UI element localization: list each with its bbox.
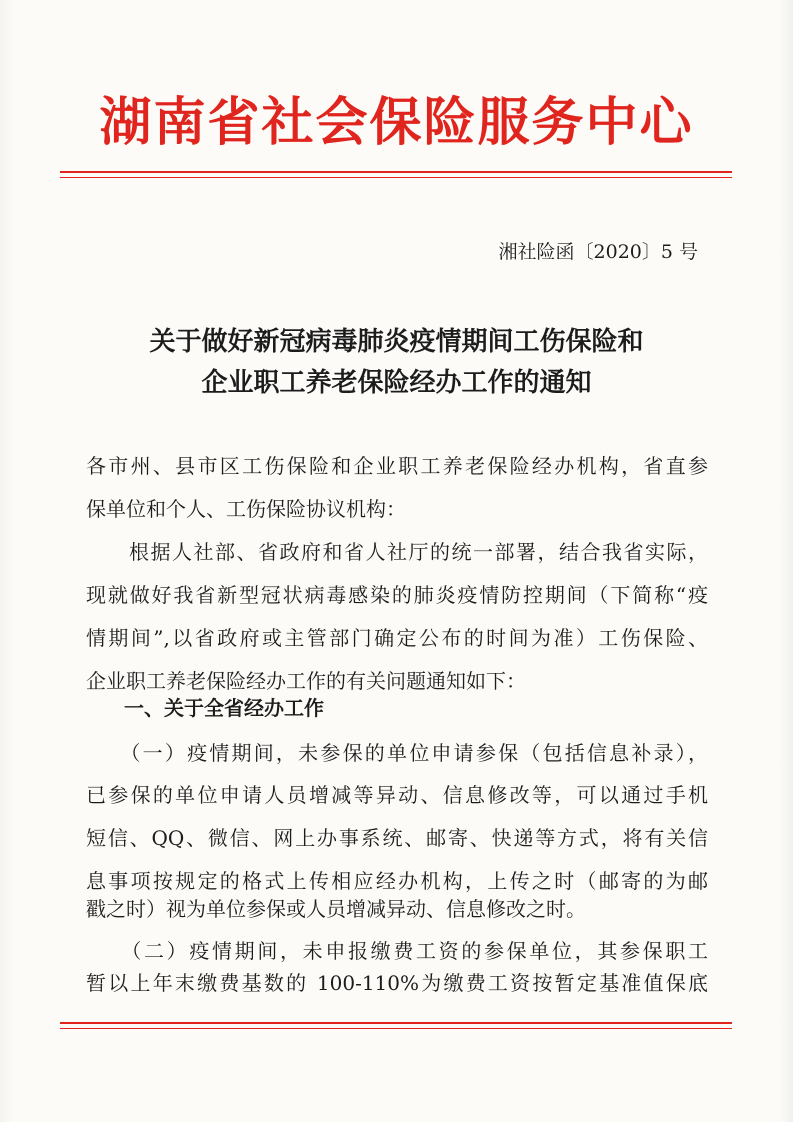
header-divider-thin [60,177,732,178]
recipients-line: 保单位和个人、工伤保险协议机构： [86,497,406,521]
footer-divider-thick [60,1022,732,1024]
paragraph-line: 已参保的单位申请人员增减等异动、信息修改等，可以通过手机 [86,783,708,807]
paragraph-line: 情期间”,以省政府或主管部门确定公布的时间为准）工伤保险、 [86,626,708,650]
section-heading: 一、关于全省经办工作 [124,696,324,720]
paragraph-line: 短信、QQ、微信、网上办事系统、邮寄、快递等方式，将有关信 [86,826,708,850]
issuing-organization-title: 湖南省社会保险服务中心 [99,92,694,153]
paragraph-line: 企业职工养老保险经办工作的有关问题通知如下： [86,669,526,693]
paragraph-line: （二）疫情期间，未申报缴费工资的参保单位，其参保职工 [86,939,708,963]
paragraph-line: 戳之时）视为单位参保或人员增减异动、信息修改之时。 [86,897,586,921]
document-number: 湘社险函〔2020〕5 号 [498,241,698,263]
paragraph-line: （一）疫情期间，未参保的单位申请参保（包括信息补录）， [86,741,708,765]
document-title-line: 关于做好新冠病毒肺炎疫情期间工伤保险和 [149,327,644,357]
recipients-line: 各市州、县市区工伤保险和企业职工养老保险经办机构，省直参 [86,454,708,478]
paragraph-line: 根据人社部、省政府和省人社厅的统一部署，结合我省实际， [86,540,708,564]
footer-divider-thin [60,1028,732,1029]
document-title-line: 企业职工养老保险经办工作的通知 [201,368,592,398]
header-divider-thick [60,171,732,173]
paragraph-line: 息事项按规定的格式上传相应经办机构，上传之时（邮寄的为邮 [86,869,708,893]
paragraph-line: 暂以上年末缴费基数的 100-110%为缴费工资按暂定基准值保底 [86,971,708,995]
paragraph-line: 现就做好我省新型冠状病毒感染的肺炎疫情防控期间（下简称“疫 [86,583,708,607]
